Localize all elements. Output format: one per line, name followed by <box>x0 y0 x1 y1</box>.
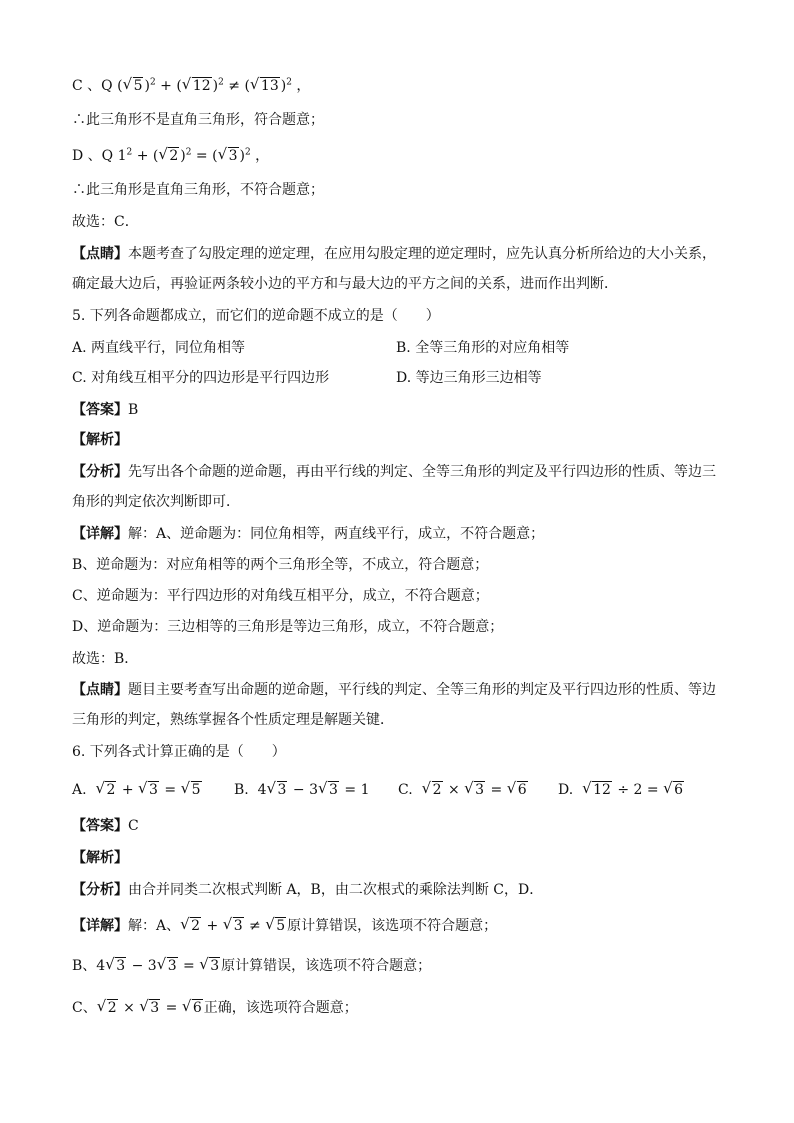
q5-dianjing-line-2: 三角形的判定，熟练掌握各个性质定理是解题关键． <box>72 712 394 728</box>
q5-option-b: B. 全等三角形的对应角相等 <box>396 340 570 356</box>
q6-answer <box>72 816 139 836</box>
q4-answer: 故选：C． <box>72 214 139 230</box>
xiangjie-suffix: 原计算错误，该选项不符合题意； <box>287 918 498 934</box>
note-tag: 【点睛】 <box>72 246 128 262</box>
note-text: 本题考查了勾股定理的逆定理，在应用勾股定理的逆定理时，应先认真分析所给边的大小关系， <box>128 246 716 262</box>
fenxi-text: 由合并同类二次根式判断 A，B，由二次根式的乘除法判断 C，D． <box>128 882 544 898</box>
option-c-conclusion: ∴此三角形不是直角三角形，符合题意； <box>72 112 324 128</box>
q5-xiangjie-line-3: C、逆命题为：平行四边形的对角线互相平分，成立，不符合题意； <box>72 588 489 604</box>
q6-option-a: A. √ 2 + √ 3 = √ 5 <box>72 780 203 800</box>
option-c-label: C 、Q <box>72 78 113 94</box>
q6-xiangjie-b <box>72 956 431 976</box>
q5-xiangjie-line-1 <box>72 524 544 544</box>
fenxi-text: 先写出各个命题的逆命题，再由平行线的判定、全等三角形的判定及平行四边形的性质、等边三 <box>128 464 716 480</box>
analysis-tag: 【解析】 <box>72 432 128 448</box>
q6-option-b: B. 4√ 3 − 3√ 3 = 1 <box>234 780 369 800</box>
answer-value: B <box>128 402 139 418</box>
q5-xiangjie-line-2: B、逆命题为：对应角相等的两个三角形全等，不成立，符合题意； <box>72 557 489 573</box>
xiangjie-prefix: B、 <box>72 958 97 974</box>
option-d-conclusion: ∴此三角形是直角三角形，不符合题意； <box>72 182 324 198</box>
q6-option-c: C. √ 2 × √ 3 = √ 6 <box>398 780 529 800</box>
q5-xiangjie-line-4: D、逆命题为：三边相等的三角形是等边三角形，成立，不符合题意； <box>72 619 504 635</box>
q5-select: 故选：B． <box>72 651 139 667</box>
xiangjie-tag: 【详解】 <box>72 918 128 934</box>
xiangjie-text: 解：A、逆命题为：同位角相等，两直线平行，成立，不符合题意； <box>128 526 545 542</box>
xiangjie-prefix: C、 <box>72 1000 97 1016</box>
q4-note-line-1 <box>72 244 716 264</box>
q4-note-line-2: 确定最大边后，再验证两条较小边的平方和与最大边的平方之间的关系，进而作出判断． <box>72 276 618 292</box>
fenxi-tag: 【分析】 <box>72 882 128 898</box>
xiangjie-suffix: 原计算错误，该选项不符合题意； <box>221 958 432 974</box>
analysis-tag: 【解析】 <box>72 850 128 866</box>
q5-answer <box>72 400 138 420</box>
dianjing-text: 题目主要考查写出命题的逆命题，平行线的判定、全等三角形的判定及平行四边形的性质、等边 <box>128 682 716 698</box>
q5-stem: 5. 下列各命题都成立，而它们的逆命题不成立的是（ ） <box>72 308 440 324</box>
q6-option-d: D. √ 12 ÷ 2 = √ 6 <box>558 780 685 800</box>
xiangjie-tag: 【详解】 <box>72 526 128 542</box>
q6-xiangjie-a <box>72 916 497 936</box>
q6-analysis-heading <box>72 848 128 868</box>
q6-fenxi <box>72 880 543 900</box>
q5-fenxi-line-1 <box>72 462 716 482</box>
q5-dianjing-line-1 <box>72 680 716 700</box>
answer-tag: 【答案】 <box>72 818 128 834</box>
option-d-formula: $1^2$ + (√ 2 )$^2$ = (√ 3 )$^2$ ， <box>118 148 270 164</box>
fenxi-tag: 【分析】 <box>72 464 128 480</box>
dianjing-tag: 【点睛】 <box>72 682 128 698</box>
q6-stem: 6. 下列各式计算正确的是（ ） <box>72 744 286 760</box>
q5-option-a: A. 两直线平行，同位角相等 <box>72 340 246 356</box>
q6-b-formula: 4√ 3 − 3√ 3 = √ 3 <box>96 958 221 974</box>
q6-c-formula: √ 2 × √ 3 = √ 6 <box>97 1000 204 1016</box>
q6-xiangjie-c <box>72 998 358 1018</box>
answer-tag: 【答案】 <box>72 402 128 418</box>
option-c-formula: (√ 5 )$^2$ + (√ 12 )$^2$ ≠ (√ 13 )$^2$ ， <box>117 78 310 94</box>
q5-fenxi-line-2: 角形的判定依次判断即可． <box>72 494 240 510</box>
xiangjie-suffix: 正确，该选项符合题意； <box>203 1000 358 1016</box>
q5-option-c: C. 对角线互相平分的四边形是平行四边形 <box>72 370 330 386</box>
xiangjie-prefix: 解：A、 <box>128 918 181 934</box>
option-c-condition <box>72 76 310 96</box>
answer-value: C <box>128 818 139 834</box>
option-d-condition <box>72 146 269 166</box>
q6-a-formula: √ 2 + √ 3 ≠ √ 5 <box>180 918 287 934</box>
q5-option-d: D. 等边三角形三边相等 <box>396 370 542 386</box>
option-d-label: D 、Q <box>72 148 114 164</box>
q5-analysis-heading <box>72 430 128 450</box>
